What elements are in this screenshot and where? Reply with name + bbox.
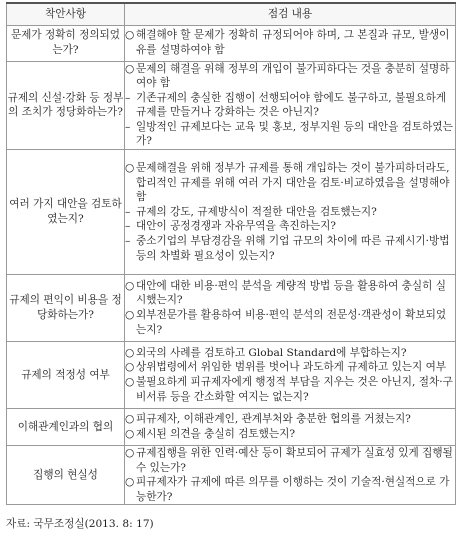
check-point-text: 규제집행을 위한 인력·예산 등이 확보되어 규제가 실효성 있게 집행될 수 있는가? <box>136 447 453 474</box>
table-row <box>7 61 456 150</box>
dash-bullet-icon: – <box>125 91 131 104</box>
dash-bullet-icon: – <box>125 205 131 218</box>
header-check-content: 점검 내용 <box>125 3 456 25</box>
row-check-points <box>125 446 456 505</box>
circle-bullet-icon: ○ <box>125 413 135 426</box>
row-category: 규제의 편익이 비용을 정당화하는가? <box>7 275 125 342</box>
table-row <box>7 150 456 275</box>
check-point-text: 대안에 대한 비용·편익 분석을 계량적 방법 등을 활용하여 충실히 실시했는지? <box>136 279 446 307</box>
check-point <box>125 28 455 57</box>
circle-bullet-icon: ○ <box>125 428 135 441</box>
table-row <box>7 25 456 61</box>
circle-bullet-icon: ○ <box>125 476 135 489</box>
row-category: 이해관계인과의 협의 <box>7 409 125 446</box>
check-point-text: 기존규제의 충실한 집행이 선행되어야 함에도 불구하고, 불필요하게 규제를 만들거나 강화하는 것은 아닌지? <box>136 91 447 119</box>
row-check-points <box>125 25 456 61</box>
circle-bullet-icon: ○ <box>125 361 135 374</box>
row-category: 규제의 적정성 여부 <box>7 342 125 409</box>
row-category: 집행의 현실성 <box>7 446 125 505</box>
table-row <box>7 342 456 409</box>
row-check-points <box>125 61 456 150</box>
check-point-text: 상위법령에서 위임한 범위를 벗어나 과도하게 규제하고 있는지 여부 <box>136 361 447 374</box>
check-point <box>125 446 455 475</box>
dash-bullet-icon: – <box>125 234 131 247</box>
check-point-text: 제시된 의견을 충실히 검토했는지? <box>136 428 296 441</box>
check-point <box>125 219 455 234</box>
check-point-text: 불필요하게 피규제자에게 행정적 부담을 지우는 것은 아닌지, 절차·구비서류 등을 간소화할 여지는 없는지? <box>136 376 453 403</box>
row-check-points <box>125 275 456 342</box>
circle-bullet-icon: ○ <box>125 346 135 359</box>
check-point <box>125 279 455 308</box>
row-category: 여러 가지 대안을 검토하였는지? <box>7 150 125 275</box>
source-note: 자료: 국무조정실(2013. 8: 17) <box>6 518 154 530</box>
row-category: 문제가 정확히 정의되었는가? <box>7 25 125 61</box>
check-point <box>125 360 455 375</box>
row-category: 규제의 신설·강화 등 정부의 조치가 정당화하는가? <box>7 61 125 150</box>
check-point <box>125 308 455 337</box>
check-point-text: 중소기업의 부담경감을 위해 기업 규모의 차이에 따른 규제시기·방법 등의 차별화 필요성이 있는지? <box>136 234 450 262</box>
circle-bullet-icon: ○ <box>125 29 135 42</box>
check-point <box>125 346 455 361</box>
circle-bullet-icon: ○ <box>125 447 135 460</box>
row-check-points <box>125 409 456 446</box>
circle-bullet-icon: ○ <box>125 309 135 322</box>
check-point-text: 피규제자, 이해관계인, 관계부처와 충분한 협의를 거쳤는지? <box>136 413 411 426</box>
check-point-text: 외국의 사례를 검토하고 Global Standard에 부합하는지? <box>136 346 407 359</box>
row-check-points <box>125 150 456 275</box>
check-point <box>125 161 455 205</box>
regulation-checklist-table <box>6 2 456 505</box>
circle-bullet-icon: ○ <box>125 161 135 174</box>
check-point <box>125 62 455 91</box>
check-point-text: 문제의 해결을 위해 정부의 개입이 불가피하다는 것을 충분히 설명하여야 함 <box>136 62 450 90</box>
check-point <box>125 234 455 263</box>
circle-bullet-icon: ○ <box>125 376 135 389</box>
check-point <box>125 120 455 149</box>
header-category: 착안사항 <box>7 3 125 25</box>
check-point-text: 문제해결을 위해 정부가 규제를 통해 개입하는 것이 불가피하더라도, 합리적인 규제를 위해 여러 가지 대안을 검토·비교하였음을 설명해야 함 <box>136 161 450 204</box>
check-point <box>125 91 455 120</box>
circle-bullet-icon: ○ <box>125 279 135 292</box>
check-point <box>125 427 455 442</box>
check-point-text: 피규제자가 규제에 따른 의무를 이행하는 것이 기술적·현실적으로 가능한가? <box>136 476 450 503</box>
check-point-text: 해결해야 할 문제가 정확히 규정되어야 하며, 그 본질과 규모, 발생이유를 설명하여야 함 <box>136 29 450 56</box>
table-row <box>7 275 456 342</box>
table-header-row <box>7 3 456 25</box>
check-point-text: 외부전문가를 활용하여 비용·편익 분석의 전문성·객관성이 확보되었는지? <box>136 309 447 336</box>
check-point <box>125 412 455 427</box>
check-point-text: 규제의 강도, 규제방식이 적절한 대안을 검토했는지? <box>136 205 377 218</box>
circle-bullet-icon: ○ <box>125 62 135 75</box>
dash-bullet-icon: – <box>125 220 131 233</box>
check-point <box>125 475 455 504</box>
dash-bullet-icon: – <box>125 120 131 133</box>
check-point <box>125 375 455 404</box>
check-point-text: 일방적인 규제보다는 교육 및 홍보, 정부지원 등의 대안을 검토하였는가? <box>136 120 453 148</box>
row-check-points <box>125 342 456 409</box>
check-point-text: 대안이 공정경쟁과 자유무역을 촉진하는지? <box>136 220 336 233</box>
table-row <box>7 446 456 505</box>
table-row <box>7 409 456 446</box>
check-point <box>125 205 455 220</box>
